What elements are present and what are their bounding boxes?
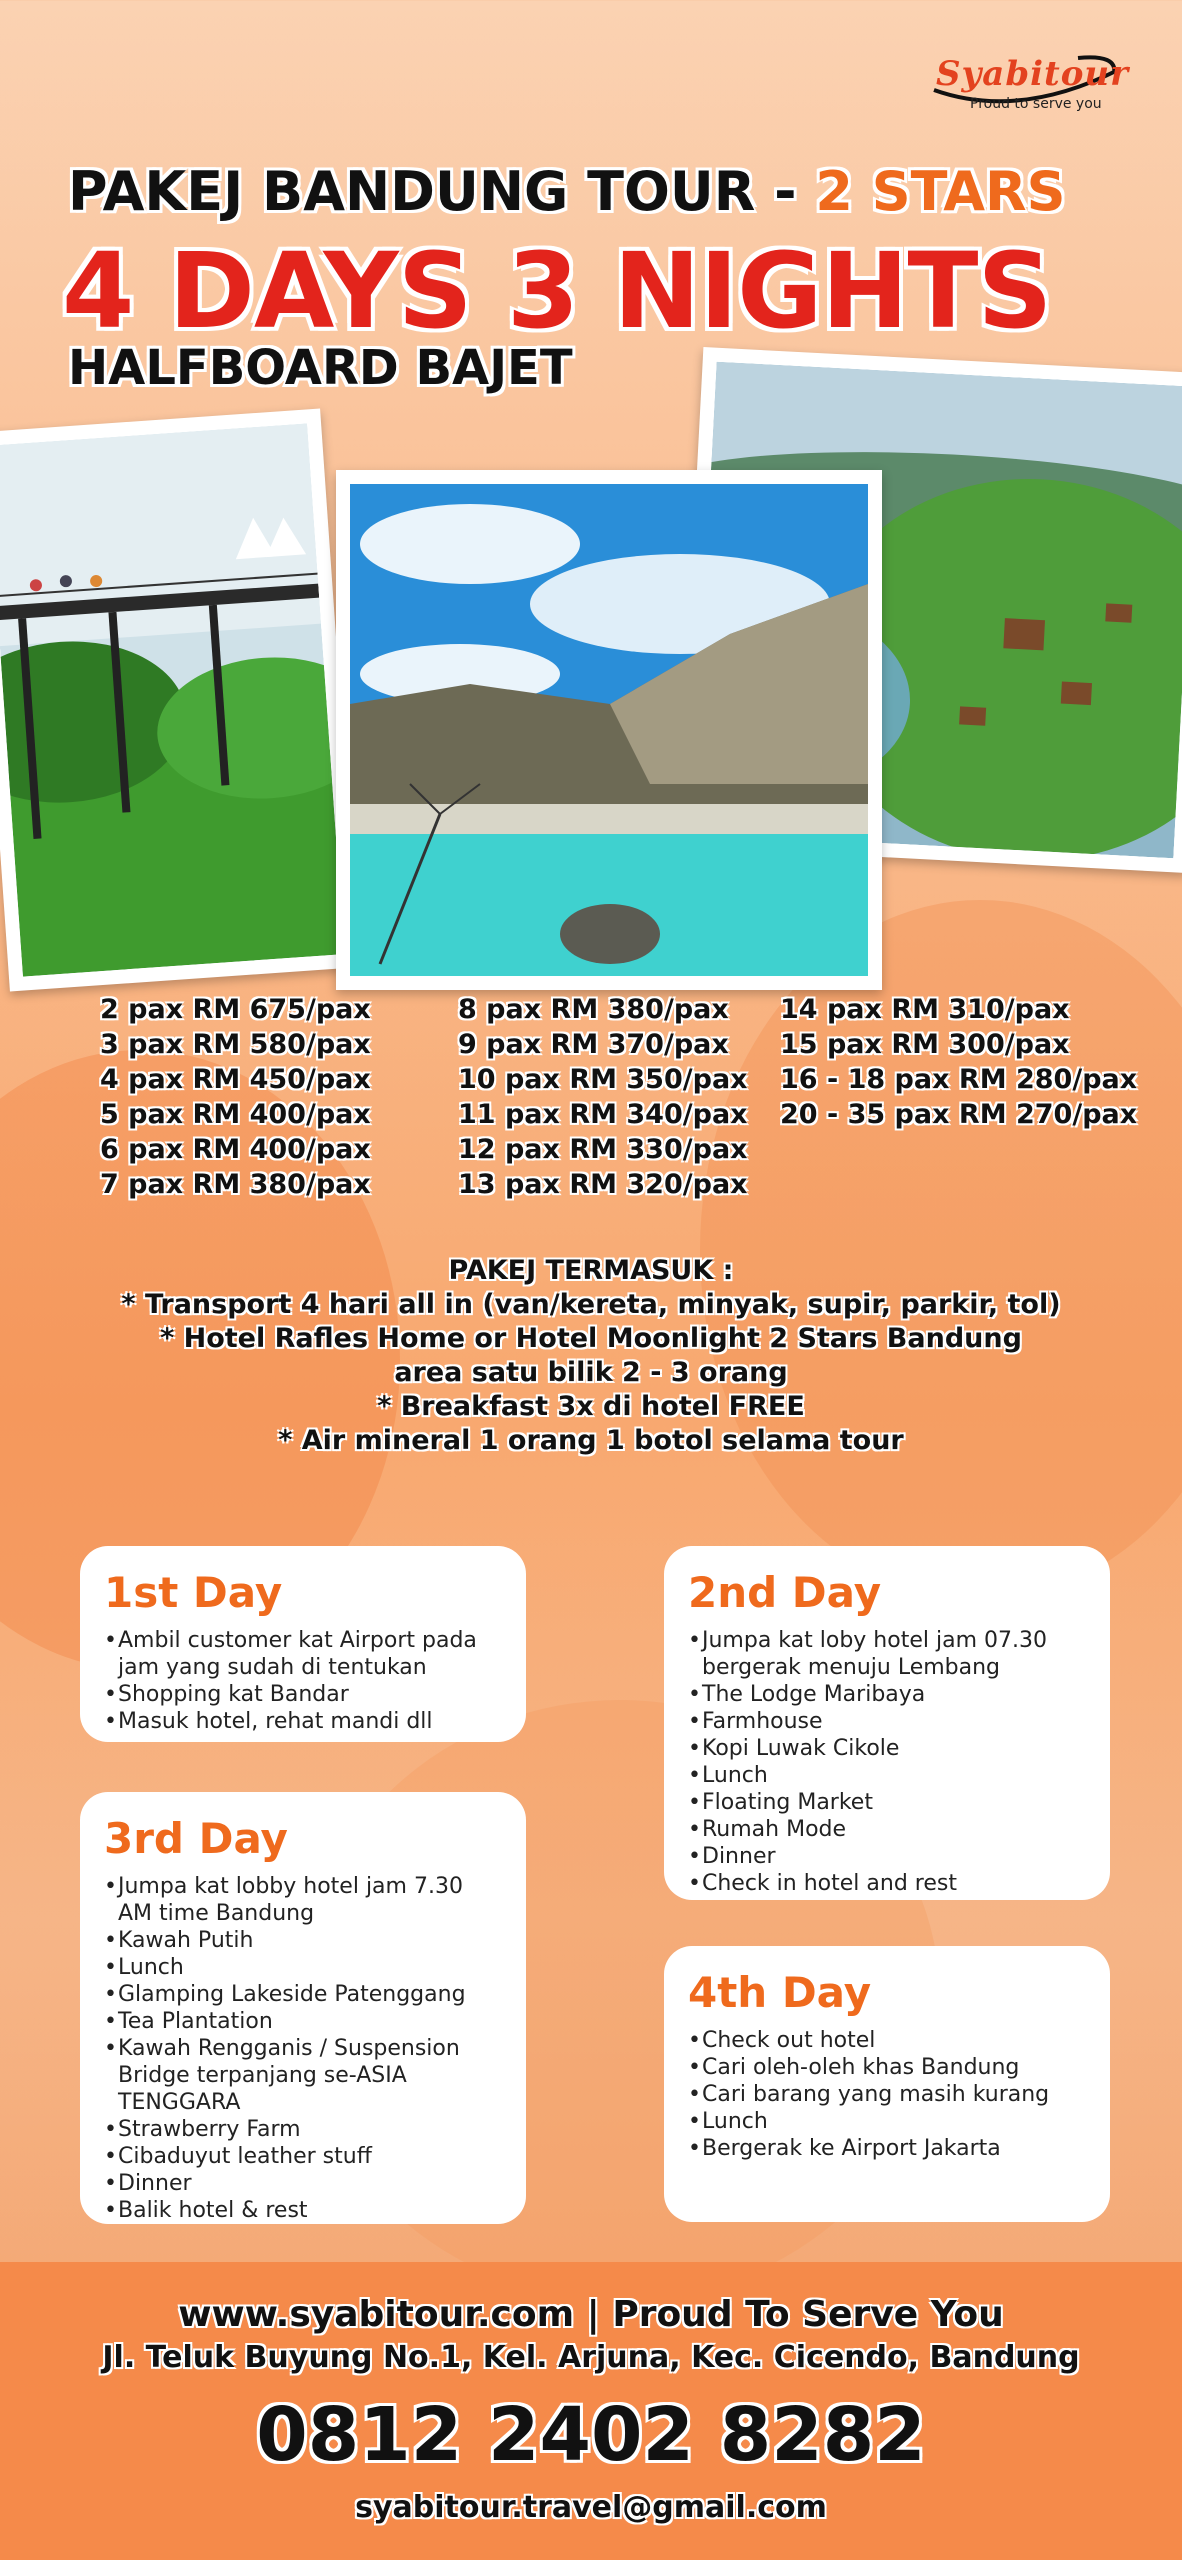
list-item: • Rumah Mode bbox=[688, 1816, 1086, 1843]
list-item: • Check out hotel bbox=[688, 2027, 1086, 2054]
list-item: • Glamping Lakeside Patenggang bbox=[104, 1981, 502, 2008]
included-line: * Transport 4 hari all in (van/kereta, minyak, supir, parkir, tol) bbox=[121, 1289, 1061, 1320]
itinerary-card-day-1 bbox=[80, 1546, 526, 1742]
list-item: • Balik hotel & rest bbox=[104, 2197, 502, 2224]
list-item: • Strawberry Farm bbox=[104, 2116, 502, 2143]
price-item: 8 pax RM 380/pax bbox=[458, 994, 729, 1025]
list-item: • Bergerak ke Airport Jakarta bbox=[688, 2135, 1086, 2162]
day-title: 4th Day bbox=[688, 1968, 872, 2017]
list-item: • Lunch bbox=[104, 1954, 502, 1981]
list-item: • Kopi Luwak Cikole bbox=[688, 1735, 1086, 1762]
photo-kawah-putih bbox=[336, 470, 882, 990]
photo-suspension-bridge bbox=[0, 408, 359, 991]
list-item: • Masuk hotel, rehat mandi dll bbox=[104, 1708, 502, 1735]
list-item: • Ambil customer kat Airport pada jam yang sudah di tentukan bbox=[104, 1627, 502, 1681]
price-item: 10 pax RM 350/pax bbox=[458, 1064, 748, 1095]
package-included bbox=[0, 1254, 1182, 1458]
price-item: 11 pax RM 340/pax bbox=[458, 1099, 748, 1130]
address: Jl. Teluk Buyung No.1, Kel. Arjuna, Kec. Cicendo, Bandung bbox=[102, 2340, 1080, 2375]
phone-number[interactable]: 0812 2402 8282 bbox=[256, 2392, 926, 2478]
title-line-3: HALFBOARD BAJET bbox=[68, 340, 573, 396]
day-title: 3rd Day bbox=[104, 1814, 288, 1863]
price-item: 13 pax RM 320/pax bbox=[458, 1169, 748, 1200]
list-item: • Check in hotel and rest bbox=[688, 1870, 1086, 1897]
included-line: * Hotel Rafles Home or Hotel Moonlight 2 Stars Bandung bbox=[160, 1323, 1022, 1354]
title-main: PAKEJ BANDUNG TOUR - bbox=[68, 160, 816, 223]
list-item: • The Lodge Maribaya bbox=[688, 1681, 1086, 1708]
brand-logo bbox=[928, 50, 1130, 116]
list-item: • Kawah Putih bbox=[104, 1927, 502, 1954]
itinerary-card-day-2 bbox=[664, 1546, 1110, 1900]
price-column-1 bbox=[100, 992, 371, 1202]
logo-tagline: Proud to serve you bbox=[970, 96, 1102, 112]
list-item: • Jumpa kat lobby hotel jam 7.30 AM time Bandung bbox=[104, 1873, 502, 1927]
list-item: • Cari oleh-oleh khas Bandung bbox=[688, 2054, 1086, 2081]
price-item: 15 pax RM 300/pax bbox=[780, 1029, 1070, 1060]
list-item: • Lunch bbox=[688, 2108, 1086, 2135]
website-link[interactable]: www.syabitour.com | Proud To Serve You bbox=[178, 2294, 1004, 2335]
included-title: PAKEJ TERMASUK : bbox=[448, 1255, 734, 1286]
itinerary-card-day-4 bbox=[664, 1946, 1110, 2222]
itinerary-card-day-3 bbox=[80, 1792, 526, 2224]
day-title: 1st Day bbox=[104, 1568, 283, 1617]
price-item: 12 pax RM 330/pax bbox=[458, 1134, 748, 1165]
title-highlight: 2 STARS bbox=[815, 160, 1066, 223]
list-item: • Farmhouse bbox=[688, 1708, 1086, 1735]
list-item: • Dinner bbox=[104, 2170, 502, 2197]
price-item: 9 pax RM 370/pax bbox=[458, 1029, 729, 1060]
footer bbox=[0, 2262, 1182, 2560]
title-line-2: 4 DAYS 3 NIGHTS bbox=[62, 230, 1052, 352]
list-item: • Dinner bbox=[688, 1843, 1086, 1870]
logo-brand-text: Syabitour bbox=[936, 54, 1130, 94]
list-item: • Cari barang yang masih kurang bbox=[688, 2081, 1086, 2108]
list-item: • Shopping kat Bandar bbox=[104, 1681, 502, 1708]
price-item: 20 - 35 pax RM 270/pax bbox=[780, 1099, 1138, 1130]
price-item: 4 pax RM 450/pax bbox=[100, 1064, 371, 1095]
price-column-2 bbox=[458, 992, 748, 1202]
price-item: 16 - 18 pax RM 280/pax bbox=[780, 1064, 1138, 1095]
list-item: • Tea Plantation bbox=[104, 2008, 502, 2035]
price-item: 2 pax RM 675/pax bbox=[100, 994, 371, 1025]
list-item: • Kawah Rengganis / Suspension Bridge terpanjang se-ASIA TENGGARA bbox=[104, 2035, 502, 2116]
included-line: * Air mineral 1 orang 1 botol selama tour bbox=[278, 1425, 904, 1456]
price-item: 6 pax RM 400/pax bbox=[100, 1134, 371, 1165]
list-item: • Lunch bbox=[688, 1762, 1086, 1789]
email-link[interactable]: syabitour.travel@gmail.com bbox=[355, 2490, 827, 2525]
title-line-1 bbox=[68, 160, 1128, 223]
list-item: • Floating Market bbox=[688, 1789, 1086, 1816]
list-item: • Cibaduyut leather stuff bbox=[104, 2143, 502, 2170]
price-column-3 bbox=[780, 992, 1137, 1132]
list-item: • Jumpa kat loby hotel jam 07.30 bergerak menuju Lembang bbox=[688, 1627, 1086, 1681]
price-item: 3 pax RM 580/pax bbox=[100, 1029, 371, 1060]
price-item: 7 pax RM 380/pax bbox=[100, 1169, 371, 1200]
day-title: 2nd Day bbox=[688, 1568, 882, 1617]
included-line: area satu bilik 2 - 3 orang bbox=[394, 1357, 788, 1388]
included-line: * Breakfast 3x di hotel FREE bbox=[377, 1391, 805, 1422]
price-item: 5 pax RM 400/pax bbox=[100, 1099, 371, 1130]
price-item: 14 pax RM 310/pax bbox=[780, 994, 1070, 1025]
